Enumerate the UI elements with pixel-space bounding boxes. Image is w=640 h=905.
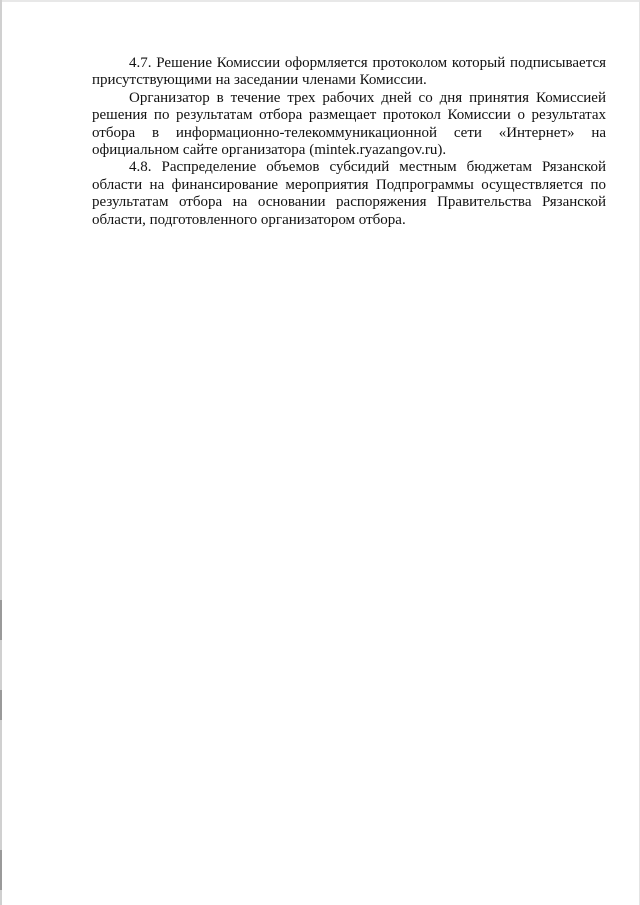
document-body — [92, 55, 606, 229]
scan-left-edge — [0, 0, 2, 905]
paragraph-4-8: 4.8. Распределение объемов субсидий местным бюджетам Рязанской области на финансирование мероприятия Подпрограммы осуществляется по результатам отбора на основании распоряжения Правительства Рязанской области, подготовленного организатором отбора. — [92, 159, 606, 228]
paragraph-organizer: Организатор в течение трех рабочих дней со дня принятия Комиссией решения по результатам отбора размещает протокол Комиссии о результатах отбора в информационно-телекоммуникационной сети «Интернет» на официальном сайте организатора (mintek.ryazangov.ru). — [92, 89, 606, 159]
scan-edge-mark — [0, 690, 2, 720]
scan-edge-mark — [0, 600, 2, 640]
scan-top-edge — [0, 0, 640, 2]
paragraph-4-7: 4.7. Решение Комиссии оформляется протоколом который подписывается присутствующими на заседании членами Комиссии. — [92, 55, 606, 89]
scan-edge-mark — [0, 850, 2, 890]
